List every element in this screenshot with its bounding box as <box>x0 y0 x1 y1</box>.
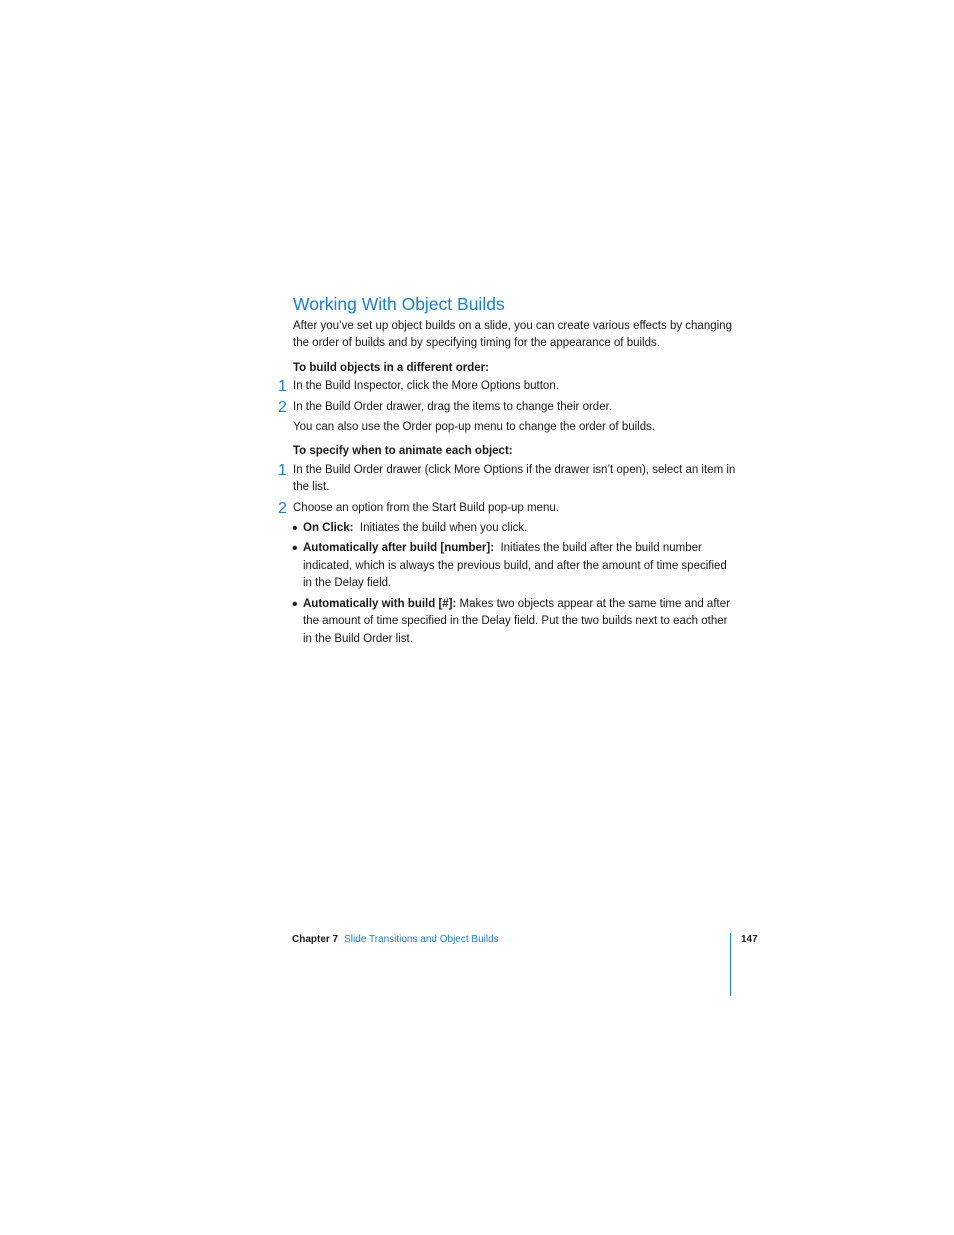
step-1 <box>278 461 738 497</box>
bullet-term: Automatically with build [#]: <box>303 597 457 610</box>
section-heading: Working With Object Builds <box>293 294 505 314</box>
page-divider-rule <box>730 933 731 996</box>
step-number: 1 <box>278 461 287 479</box>
bullet-term: Automatically after build [number]: <box>303 542 495 555</box>
step-text: In the Build Inspector, click the More Options button. <box>293 380 559 393</box>
step-number: 2 <box>278 398 287 416</box>
bullet-text: Initiates the build after the build number indicated, which is always the previous build, and after the amount of time specified in the Delay field. <box>303 542 727 590</box>
task-title-animate-timing: To specify when to animate each object: <box>293 445 513 458</box>
bullet-text: Makes two objects appear at the same time and after the amount of time specified in the Delay field. Put the two builds next to each other in the Build Order list. <box>303 597 730 645</box>
bullet-icon: • <box>292 520 298 538</box>
step-text: In the Build Order drawer (click More Options if the drawer isn’t open), select an item in the list. <box>293 463 736 494</box>
step-2 <box>278 398 738 416</box>
bullet-icon: • <box>292 540 298 558</box>
bullet-icon: • <box>292 595 298 613</box>
bullet-item-after-build <box>293 540 738 592</box>
step-1 <box>278 378 738 396</box>
bullet-item-with-build <box>293 596 738 648</box>
note-paragraph: You can also use the Order pop-up menu to change the order of builds. <box>293 421 656 434</box>
bullet-term: On Click: <box>303 522 354 535</box>
chapter-label: Chapter 7 <box>292 934 339 945</box>
bullet-item-on-click <box>293 520 738 537</box>
task-title-build-order: To build objects in a different order: <box>293 361 489 374</box>
step-text: In the Build Order drawer, drag the items to change their order. <box>293 400 612 413</box>
step-2 <box>278 499 738 517</box>
page-number: 147 <box>741 934 758 945</box>
step-number: 1 <box>278 378 287 396</box>
bullet-text: Initiates the build when you click. <box>359 522 528 535</box>
page-footer <box>292 933 499 947</box>
step-text: Choose an option from the Start Build pop-up menu. <box>293 501 559 514</box>
intro-paragraph: After you’ve set up object builds on a slide, you can create various effects by changing the order of builds and by specifying timing for the appearance of builds. <box>293 320 732 350</box>
chapter-title: Slide Transitions and Object Builds <box>344 934 499 945</box>
page-content <box>278 293 738 651</box>
step-number: 2 <box>278 499 287 517</box>
